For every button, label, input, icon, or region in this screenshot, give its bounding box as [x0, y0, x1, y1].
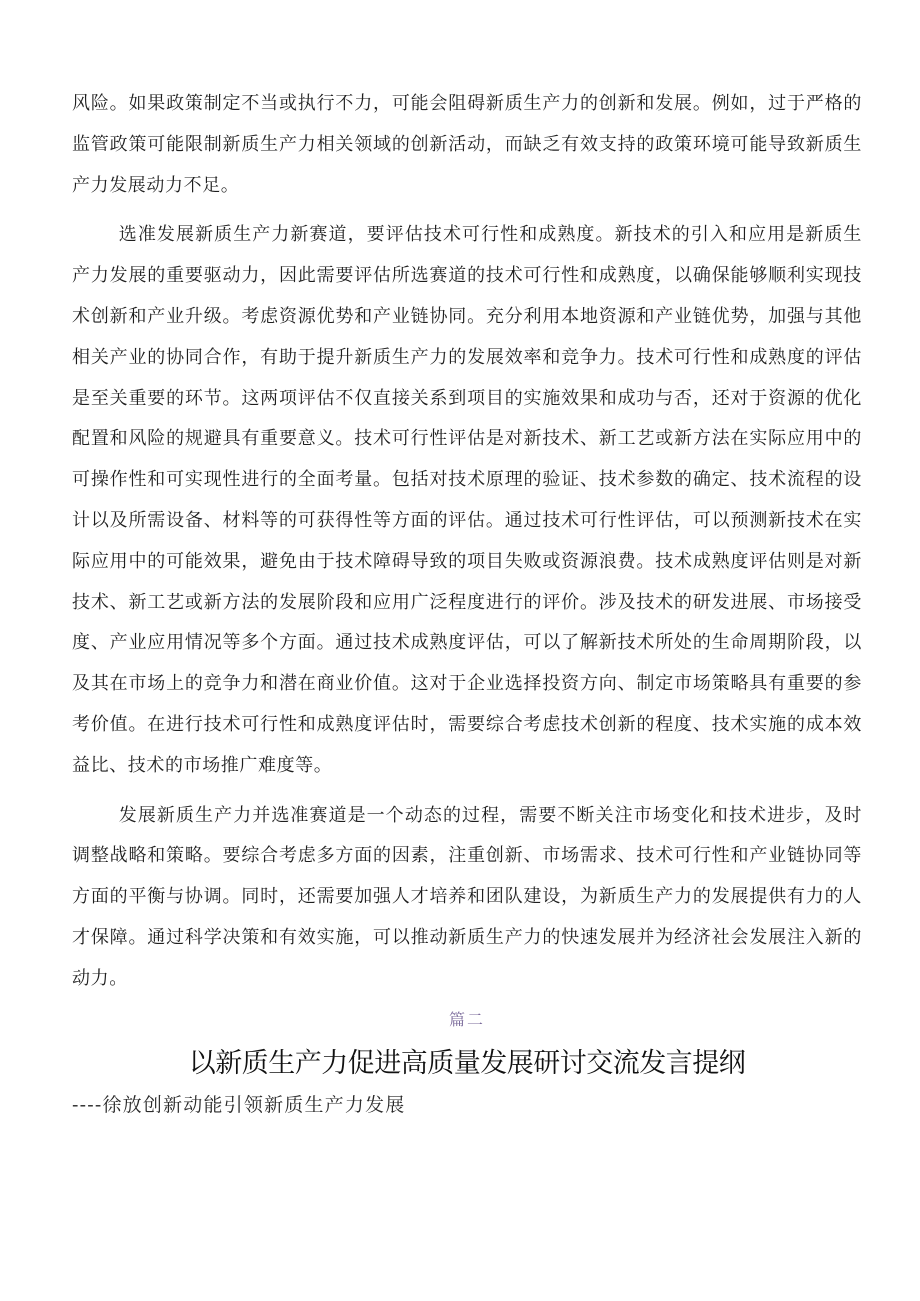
- paragraph-policy-risk: 风险。如果政策制定不当或执行不力，可能会阻碍新质生产力的创新和发展。例如，过于严格的监管政策可能限制新质生产力相关领域的创新活动，而缺乏有效支持的政策环境可能导致新质生产力发展动力不足。: [72, 93, 862, 196]
- paragraph-dynamic-process: 发展新质生产力并选准赛道是一个动态的过程，需要不断关注市场变化和技术进步，及时调整战略和策略。要综合考虑多方面的因素，注重创新、市场需求、技术可行性和产业链协同等方面的平衡与协调。同时，还需要加强人才培养和团队建设，为新质生产力的发展提供有力的人才保障。通过科学决策和有效实施，可以推动新质生产力的快速发展并为经济社会发展注入新的动力。: [72, 804, 862, 989]
- document-page: [72, 84, 862, 1122]
- paragraph-gap: [72, 787, 862, 796]
- document-subtitle: ----徐放创新动能引领新质生产力发展: [72, 1093, 406, 1116]
- paragraph-gap: [72, 206, 862, 215]
- paragraph-tech-assessment: 选准发展新质生产力新赛道，要评估技术可行性和成熟度。新技术的引入和应用是新质生产力发展的重要驱动力，因此需要评估所选赛道的技术可行性和成熟度，以确保能够顺利实现技术创新和产业升级。考虑资源优势和产业链协同。充分利用本地资源和产业链优势，加强与其他相关产业的协同合作，有助于提升新质生产力的发展效率和竞争力。技术可行性和成熟度的评估是至关重要的环节。这两项评估不仅直接关系到项目的实施效果和成功与否，还对于资源的优化配置和风险的规避具有重要意义。技术可行性评估是对新技术、新工艺或新方法在实际应用中的可操作性和可实现性进行的全面考量。包括对技术原理的验证、技术参数的确定、技术流程的设计以及所需设备、材料等的可获得性等方面的评估。通过技术可行性评估，可以预测新技术在实际应用中的可能效果，避免由于技术障碍导致的项目失败或资源浪费。技术成熟度评估则是对新技术、新工艺或新方法的发展阶段和应用广泛程度进行的评价。涉及技术的研发进展、市场接受度、产业应用情况等多个方面。通过技术成熟度评估，可以了解新技术所处的生命周期阶段，以及其在市场上的竞争力和潜在商业价值。这对于企业选择投资方向、制定市场策略具有重要的参考价值。在进行技术可行性和成熟度评估时，需要综合考虑技术创新的程度、技术实施的成本效益比、技术的市场推广难度等。: [72, 224, 862, 776]
- section-marker: 篇二: [448, 1009, 485, 1029]
- document-title: 以新质生产力促进高质量发展研讨交流发言提纲: [188, 1047, 746, 1079]
